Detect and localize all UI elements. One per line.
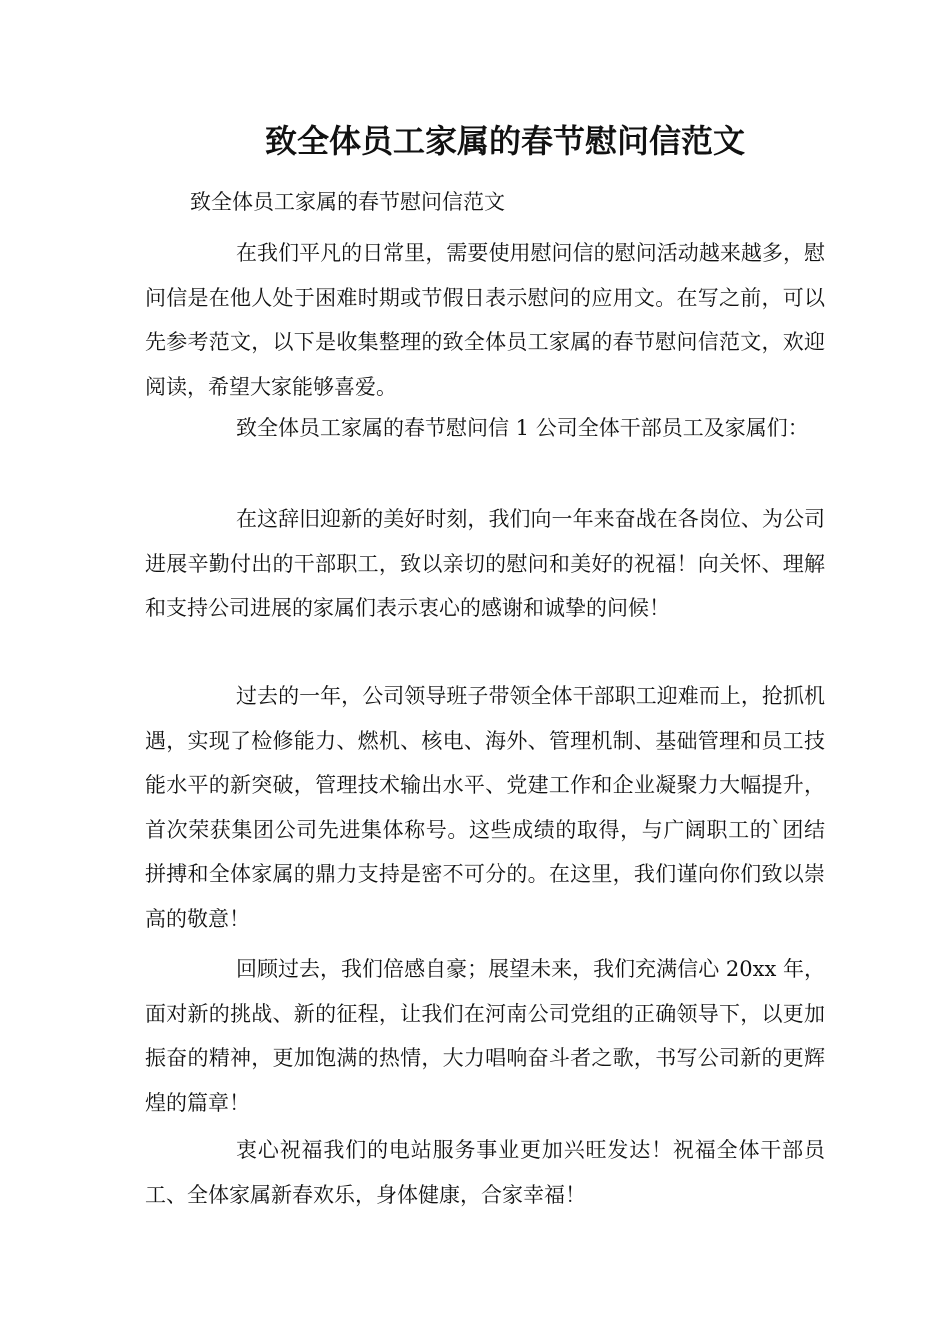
paragraph-intro: 在我们平凡的日常里，需要使用慰问信的慰问活动越来越多，慰问信是在他人处于困难时期或节假日表示慰问的应用文。在写之前，可以先参考范文，以下是收集整理的致全体员工家属的春节慰问信范文，欢迎阅读，希望大家能够喜爱。 xyxy=(145,241,825,399)
document-subtitle: 致全体员工家属的春节慰问信范文 xyxy=(190,190,505,214)
paragraph-salutation: 致全体员工家属的春节慰问信 1 公司全体干部员工及家属们： xyxy=(236,416,809,440)
document-title: 致全体员工家属的春节慰问信范文 xyxy=(264,122,745,160)
paragraph-review: 过去的一年，公司领导班子带领全体干部职工迎难而上，抢抓机遇，实现了检修能力、燃机、核电、海外、管理机制、基础管理和员工技能水平的新突破，管理技术输出水平、党建工作和企业凝聚力大幅提升，首次荣获集团公司先进集体称号。这些成绩的取得，与广阔职工的`团结拼搏和全体家属的鼎力支持是密不可分的。在这里，我们谨向你们致以崇高的敬意！ xyxy=(145,684,825,931)
paragraph-greeting: 在这辞旧迎新的美好时刻，我们向一年来奋战在各岗位、为公司进展辛勤付出的干部职工，致以亲切的慰问和美好的祝福！向关怀、理解和支持公司进展的家属们表示衷心的感谢和诚挚的问候！ xyxy=(145,507,825,620)
paragraph-outlook: 回顾过去，我们倍感自豪；展望未来，我们充满信心 20xx 年，面对新的挑战、新的征程，让我们在河南公司党组的正确领导下，以更加振奋的精神，更加饱满的热情，大力唱响奋斗者之歌，书写公司新的更辉煌的篇章！ xyxy=(145,957,825,1115)
paragraph-blessing: 衷心祝福我们的电站服务事业更加兴旺发达！祝福全体干部员工、全体家属新春欢乐，身体健康，合家幸福！ xyxy=(145,1138,825,1207)
